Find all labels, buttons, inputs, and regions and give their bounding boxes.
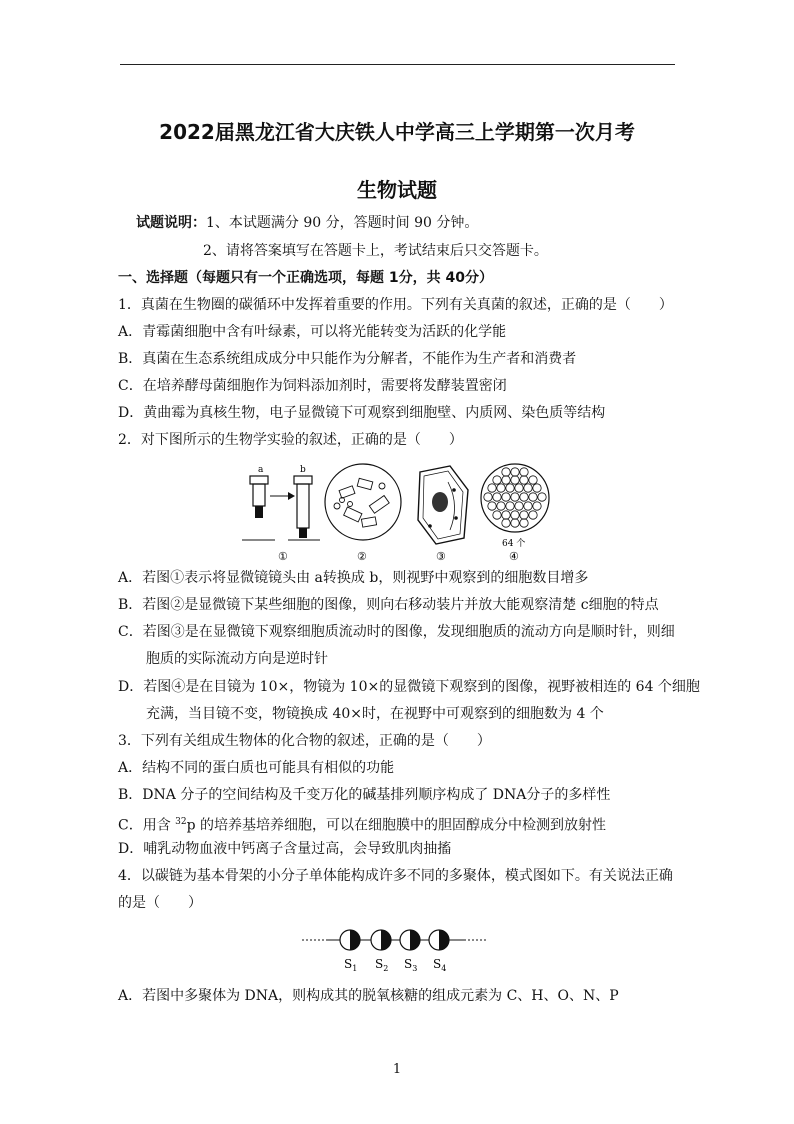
- question-3-option-a: A．结构不同的蛋白质也可能具有相似的功能: [118, 760, 395, 776]
- label-s1: $S_1$: [344, 957, 358, 973]
- question-2-option-c-line1: C．若图③是在显微镜下观察细胞质流动时的图像，发现细胞质的流动方向是顺时针，则细: [118, 624, 675, 640]
- question-2-option-d-line1: D．若图④是在目镜为 10×，物镜为 10×的显微镜下观察到的图像，视野被相连的 64 个细胞: [118, 679, 700, 695]
- monomer-s4: [429, 930, 449, 950]
- page-number: 1: [392, 1062, 402, 1077]
- question-1-option-c: C．在培养酵母菌细胞作为饲料添加剂时，需要将发酵装置密闭: [118, 378, 507, 394]
- figure-3-number: ③: [436, 550, 446, 563]
- question-3-option-b: B．DNA 分子的空间结构及千变万化的碱基排列顺序构成了 DNA分子的多样性: [118, 787, 611, 803]
- question-4-stem-line1: 4．以碳链为基本骨架的小分子单体能构成许多不同的多聚体，模式图如下。有关说法正确: [118, 868, 673, 884]
- monomer-s2: [371, 930, 391, 950]
- section-heading: 一、选择题（每题只有一个正确选项，每题 1分，共 40分）: [118, 270, 493, 286]
- microscope-figure: [240, 460, 560, 565]
- figure-1-number: ①: [278, 550, 288, 563]
- question-3-stem: 3．下列有关组成生物体的化合物的叙述，正确的是（ ）: [118, 733, 491, 749]
- lens-b-label: b: [300, 465, 306, 475]
- question-2-option-a: A．若图①表示将显微镜镜头由 a转换成 b，则视野中观察到的细胞数目增多: [118, 570, 589, 586]
- question-1-option-a: A．青霉菌细胞中含有叶绿素，可以将光能转变为活跃的化学能: [118, 324, 507, 340]
- label-s3: $S_3$: [404, 957, 418, 973]
- polymer-diagram: [300, 926, 490, 976]
- instructions-line-1: 试题说明：1、本试题满分 90 分，答题时间 90 分钟。: [136, 215, 479, 231]
- question-4-stem-line2: 的是（ ）: [118, 895, 202, 911]
- question-3-option-d: D．哺乳动物血液中钙离子含量过高，会导致肌肉抽搐: [118, 841, 452, 857]
- label-s4: $S_4$: [433, 957, 447, 973]
- header-rule: [120, 64, 675, 65]
- lens-a-label: a: [258, 465, 264, 475]
- question-2-option-c-line2: 胞质的实际流动方向是逆时针: [146, 651, 328, 667]
- question-1-option-d: D．黄曲霉为真核生物，电子显微镜下可观察到细胞壁、内质网、染色质等结构: [118, 405, 606, 421]
- exam-subtitle: 生物试题: [357, 178, 437, 202]
- cells-64-diagram: [481, 464, 549, 563]
- cell-field-diagram: [325, 464, 401, 563]
- monomer-s1: [340, 930, 360, 950]
- exam-title: 2022届黑龙江省大庆铁人中学高三上学期第一次月考: [159, 120, 635, 144]
- question-3-option-c: C．用含 $^{32}$p 的培养基培养细胞，可以在细胞膜中的胆固醇成分中检测到放射性: [118, 817, 607, 834]
- question-1-stem: 1．真菌在生物圈的碳循环中发挥着重要的作用。下列有关真菌的叙述，正确的是（ ）: [118, 297, 673, 313]
- question-1-option-b: B．真菌在生态系统组成成分中只能作为分解者，不能作为生产者和消费者: [118, 351, 577, 367]
- plant-cell-diagram: [418, 466, 468, 563]
- objective-lens-diagram: [242, 465, 320, 563]
- question-2-option-b: B．若图②是显微镜下某些细胞的图像，则向右移动装片并放大能观察清楚 c细胞的特点: [118, 597, 659, 613]
- instructions-line-2: 2、请将答案填写在答题卡上，考试结束后只交答题卡。: [203, 243, 548, 259]
- question-2-stem: 2．对下图所示的生物学实验的叙述，正确的是（ ）: [118, 432, 463, 448]
- question-4-option-a: A．若图中多聚体为 DNA，则构成其的脱氧核糖的组成元素为 C、H、O、N、P: [118, 988, 619, 1004]
- cell-count-label: 64 个: [502, 539, 526, 549]
- figure-4-number: ④: [509, 550, 519, 563]
- instructions-label: 试题说明：: [136, 215, 206, 231]
- monomer-s3: [400, 930, 420, 950]
- question-2-option-d-line2: 充满，当目镜不变，物镜换成 40×时，在视野中可观察到的细胞数为 4 个: [146, 706, 604, 722]
- figure-2-number: ②: [357, 550, 367, 563]
- label-s2: $S_2$: [375, 957, 389, 973]
